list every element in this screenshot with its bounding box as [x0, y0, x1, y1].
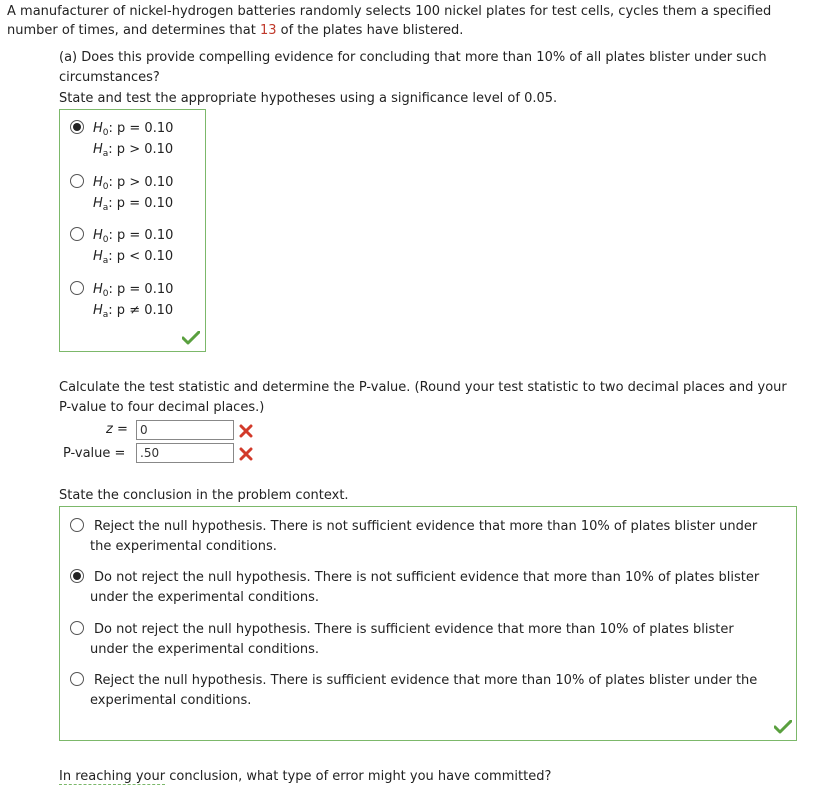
problem-statement-text: number of times, and determines that	[7, 23, 260, 38]
hypothesis-option-4-ha	[93, 300, 173, 326]
conclusion-option-4-radio[interactable]	[70, 672, 84, 686]
conclusion-option-4-line2: experimental conditions.	[90, 693, 252, 708]
hypothesis-option-3-radio[interactable]	[70, 227, 84, 241]
h0-symbol: H	[93, 121, 103, 136]
conclusion-option-2-line1: Do not reject the null hypothesis. There is not sufficient evidence that more than 10% of plates blister	[94, 570, 760, 585]
conclusion-instruction: State the conclusion in the problem context.	[59, 488, 349, 503]
conclusion-option-2-line2: under the experimental conditions.	[90, 590, 320, 605]
ha-symbol: H	[93, 196, 103, 211]
problem-statement-line2	[7, 21, 463, 41]
ha-relation: : p < 0.10	[108, 249, 174, 264]
part-a-question-line1: (a) Does this provide compelling evidence for concluding that more than 10% of all plates blister under such	[59, 50, 767, 65]
conclusion-option-4-line1: Reject the null hypothesis. There is sufficient evidence that more than 10% of plates blister under the	[94, 673, 758, 688]
ha-symbol: H	[93, 303, 103, 318]
calc-instruction-line2: P-value to four decimal places.)	[59, 400, 265, 415]
hypothesis-option-1-radio[interactable]	[70, 120, 84, 134]
ha-subscript: a	[102, 203, 109, 213]
conclusion-answer-box	[59, 506, 797, 741]
correct-check-icon	[774, 720, 792, 734]
h0-subscript: 0	[102, 128, 109, 138]
conclusion-option-3-line1: Do not reject the null hypothesis. There is sufficient evidence that more than 10% of plates blister	[94, 622, 734, 637]
h0-subscript: 0	[102, 182, 109, 192]
conclusion-option-1-line2: the experimental conditions.	[90, 539, 277, 554]
z-label: z =	[106, 422, 128, 437]
correct-check-icon	[182, 331, 200, 345]
blistered-count: 13	[259, 23, 277, 38]
part-a-instruction: State and test the appropriate hypotheses using a significance level of 0.05.	[59, 91, 558, 106]
h0-relation: : p = 0.10	[108, 282, 174, 297]
h0-relation: : p > 0.10	[108, 175, 174, 190]
h0-relation: : p = 0.10	[108, 121, 174, 136]
conclusion-option-2-radio[interactable]	[70, 569, 84, 583]
incorrect-x-icon	[239, 447, 253, 461]
p-value-input[interactable]: .50	[136, 443, 234, 463]
hypothesis-option-2-radio[interactable]	[70, 174, 84, 188]
error-type-question-text: conclusion, what type of error might you have committed?	[165, 769, 552, 784]
conclusion-option-1-line1: Reject the null hypothesis. There is not sufficient evidence that more than 10% of plates blister under	[94, 519, 758, 534]
glossary-link[interactable]: In reaching your	[59, 769, 166, 784]
problem-statement-line1: A manufacturer of nickel-hydrogen batteries randomly selects 100 nickel plates for test cells, cycles them a specified	[7, 4, 772, 19]
h0-subscript: 0	[102, 235, 109, 245]
ha-subscript: a	[102, 310, 109, 320]
problem-statement-text-end: of the plates have blistered.	[276, 23, 464, 38]
ha-symbol: H	[93, 249, 103, 264]
hypothesis-option-4-radio[interactable]	[70, 281, 84, 295]
ha-relation: : p > 0.10	[108, 142, 174, 157]
h0-symbol: H	[93, 228, 103, 243]
h0-subscript: 0	[102, 289, 109, 299]
part-a-question-line2: circumstances?	[59, 70, 160, 85]
ha-symbol: H	[93, 142, 103, 157]
hypotheses-answer-box	[59, 109, 206, 352]
conclusion-option-3-line2: under the experimental conditions.	[90, 642, 320, 657]
hypothesis-option-3-ha	[93, 246, 173, 272]
error-type-question	[59, 767, 551, 787]
h0-relation: : p = 0.10	[108, 228, 174, 243]
h0-symbol: H	[93, 175, 103, 190]
h0-symbol: H	[93, 282, 103, 297]
ha-relation: : p ≠ 0.10	[108, 303, 174, 318]
z-statistic-input[interactable]: 0	[136, 420, 234, 440]
conclusion-option-3-radio[interactable]	[70, 621, 84, 635]
hypothesis-option-2-ha	[93, 193, 173, 219]
incorrect-x-icon	[239, 424, 253, 438]
p-value-label: P-value =	[63, 446, 126, 461]
hypothesis-option-1-ha	[93, 139, 173, 165]
conclusion-option-1-radio[interactable]	[70, 518, 84, 532]
ha-subscript: a	[102, 256, 109, 266]
calc-instruction-line1: Calculate the test statistic and determine the P-value. (Round your test statistic to two decimal places and your	[59, 380, 787, 395]
ha-relation: : p = 0.10	[108, 196, 174, 211]
ha-subscript: a	[102, 149, 109, 159]
